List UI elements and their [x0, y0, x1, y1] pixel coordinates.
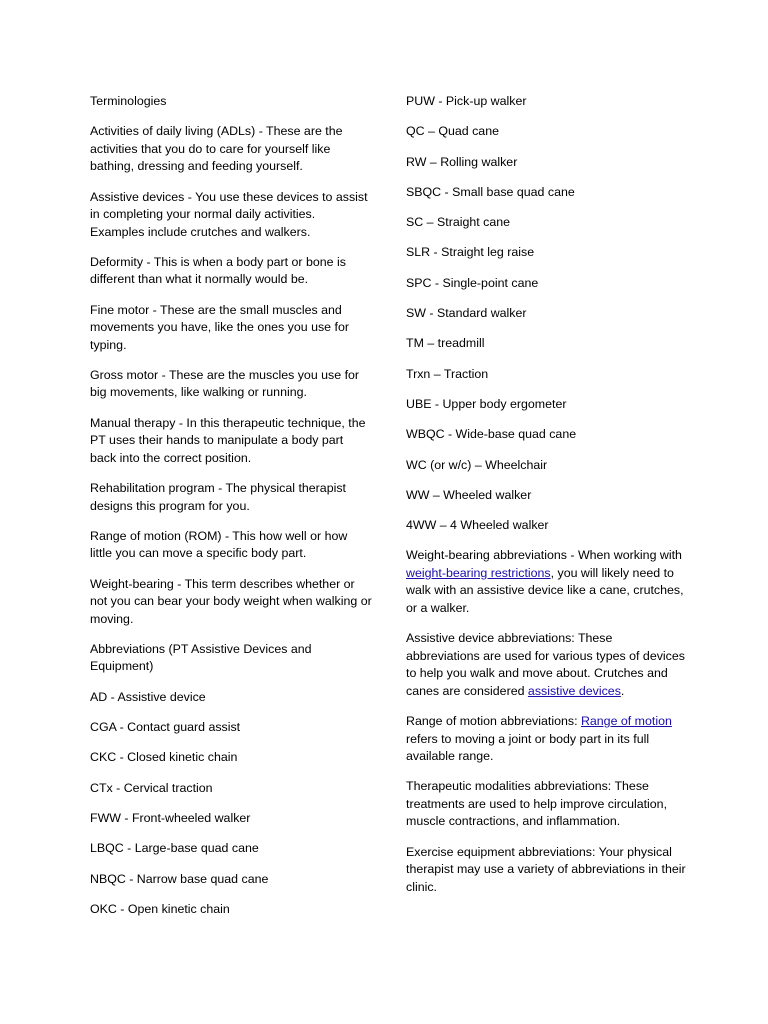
abbrev-qc: QC – Quad cane	[406, 124, 499, 139]
section-heading-abbreviations: Abbreviations (PT Assistive Devices and Equipment)	[90, 641, 312, 674]
abbrev-4ww: 4WW – 4 Wheeled walker	[406, 518, 549, 533]
abbrev-wc: WC (or w/c) – Wheelchair	[406, 457, 548, 472]
paragraph-range-of-motion-abbreviations	[406, 713, 688, 766]
term-deformity: Deformity - This is when a body part or bone is different than what it normally would be.	[90, 254, 346, 287]
term-manual-therapy: Manual therapy - In this therapeutic technique, the PT uses their hands to manipulate a body part back into the correct position.	[90, 415, 366, 465]
term-range-of-motion: Range of motion (ROM) - This how well or how little you can move a specific body part.	[90, 528, 348, 561]
term-adls: Activities of daily living (ADLs) - These are the activities that you do to care for yourself like bathing, dressing and feeding yourself.	[90, 124, 343, 174]
abbrev-puw: PUW - Pick-up walker	[406, 94, 527, 108]
paragraph-assistive-device-abbreviations	[406, 630, 688, 700]
link-range-of-motion[interactable]: Range of motion	[580, 714, 672, 729]
abbrev-sbqc: SBQC - Small base quad cane	[406, 184, 575, 199]
abbrev-okc: OKC - Open kinetic chain	[90, 901, 230, 916]
abbrev-fww: FWW - Front-wheeled walker	[90, 810, 251, 825]
abbrev-sc: SC – Straight cane	[406, 215, 511, 230]
term-weight-bearing: Weight-bearing - This term describes whether or not you can bear your body weight when walking or moving.	[90, 576, 372, 626]
abbrev-trxn: Trxn – Traction	[406, 366, 489, 381]
abbrev-slr: SLR - Straight leg raise	[406, 245, 535, 260]
term-gross-motor: Gross motor - These are the muscles you use for big movements, like walking or running.	[90, 367, 360, 400]
text: .	[620, 683, 625, 698]
paragraph-exercise-equipment: Exercise equipment abbreviations: Your physical therapist may use a variety of abbreviations in their clinic.	[406, 844, 686, 894]
left-column	[90, 93, 372, 931]
abbrev-ad: AD - Assistive device	[90, 689, 206, 704]
abbrev-ube: UBE - Upper body ergometer	[406, 396, 567, 411]
term-rehabilitation-program: Rehabilitation program - The physical therapist designs this program for you.	[90, 481, 346, 513]
abbrev-wbqc: WBQC - Wide-base quad cane	[406, 427, 577, 442]
abbrev-cga: CGA - Contact guard assist	[90, 720, 241, 735]
text: , you will likely need to walk with an assistive device like a cane, crutches, or a walker.	[406, 565, 684, 615]
right-column	[406, 93, 688, 909]
abbrev-sw: SW - Standard walker	[406, 306, 527, 321]
text: Weight-bearing abbreviations - When working with	[406, 548, 682, 563]
paragraph-weight-bearing-abbreviations	[406, 547, 688, 617]
abbrev-rw: RW – Rolling walker	[406, 154, 518, 169]
abbrev-spc: SPC - Single-point cane	[406, 275, 539, 290]
term-fine-motor: Fine motor - These are the small muscles and movements you have, like the ones you use for typing.	[90, 302, 349, 352]
abbrev-tm: TM – treadmill	[406, 336, 485, 351]
abbrev-lbqc: LBQC - Large-base quad cane	[90, 841, 259, 856]
abbrev-ckc: CKC - Closed kinetic chain	[90, 750, 238, 765]
link-assistive-devices[interactable]: assistive devices	[527, 683, 621, 698]
term-assistive-devices: Assistive devices - You use these devices to assist in completing your normal daily activities. Examples include crutches and walkers.	[90, 189, 368, 239]
text: Range of motion abbreviations:	[406, 714, 581, 729]
text: refers to moving a joint or body part in its full available range.	[406, 731, 650, 764]
link-weight-bearing-restrictions[interactable]: weight-bearing restrictions	[406, 565, 551, 580]
abbrev-ww: WW – Wheeled walker	[406, 487, 532, 502]
abbrev-nbqc: NBQC - Narrow base quad cane	[90, 871, 269, 886]
text: Assistive device abbreviations: These abbreviations are used for various types of devices to help you walk and move about. Crutches and canes are considered	[406, 631, 685, 698]
paragraph-therapeutic-modalities: Therapeutic modalities abbreviations: These treatments are used to help improve circulation, muscle contractions, and inflammation.	[406, 779, 668, 829]
abbrev-ctx: CTx - Cervical traction	[90, 780, 213, 795]
section-heading-terminologies: Terminologies	[90, 94, 167, 108]
